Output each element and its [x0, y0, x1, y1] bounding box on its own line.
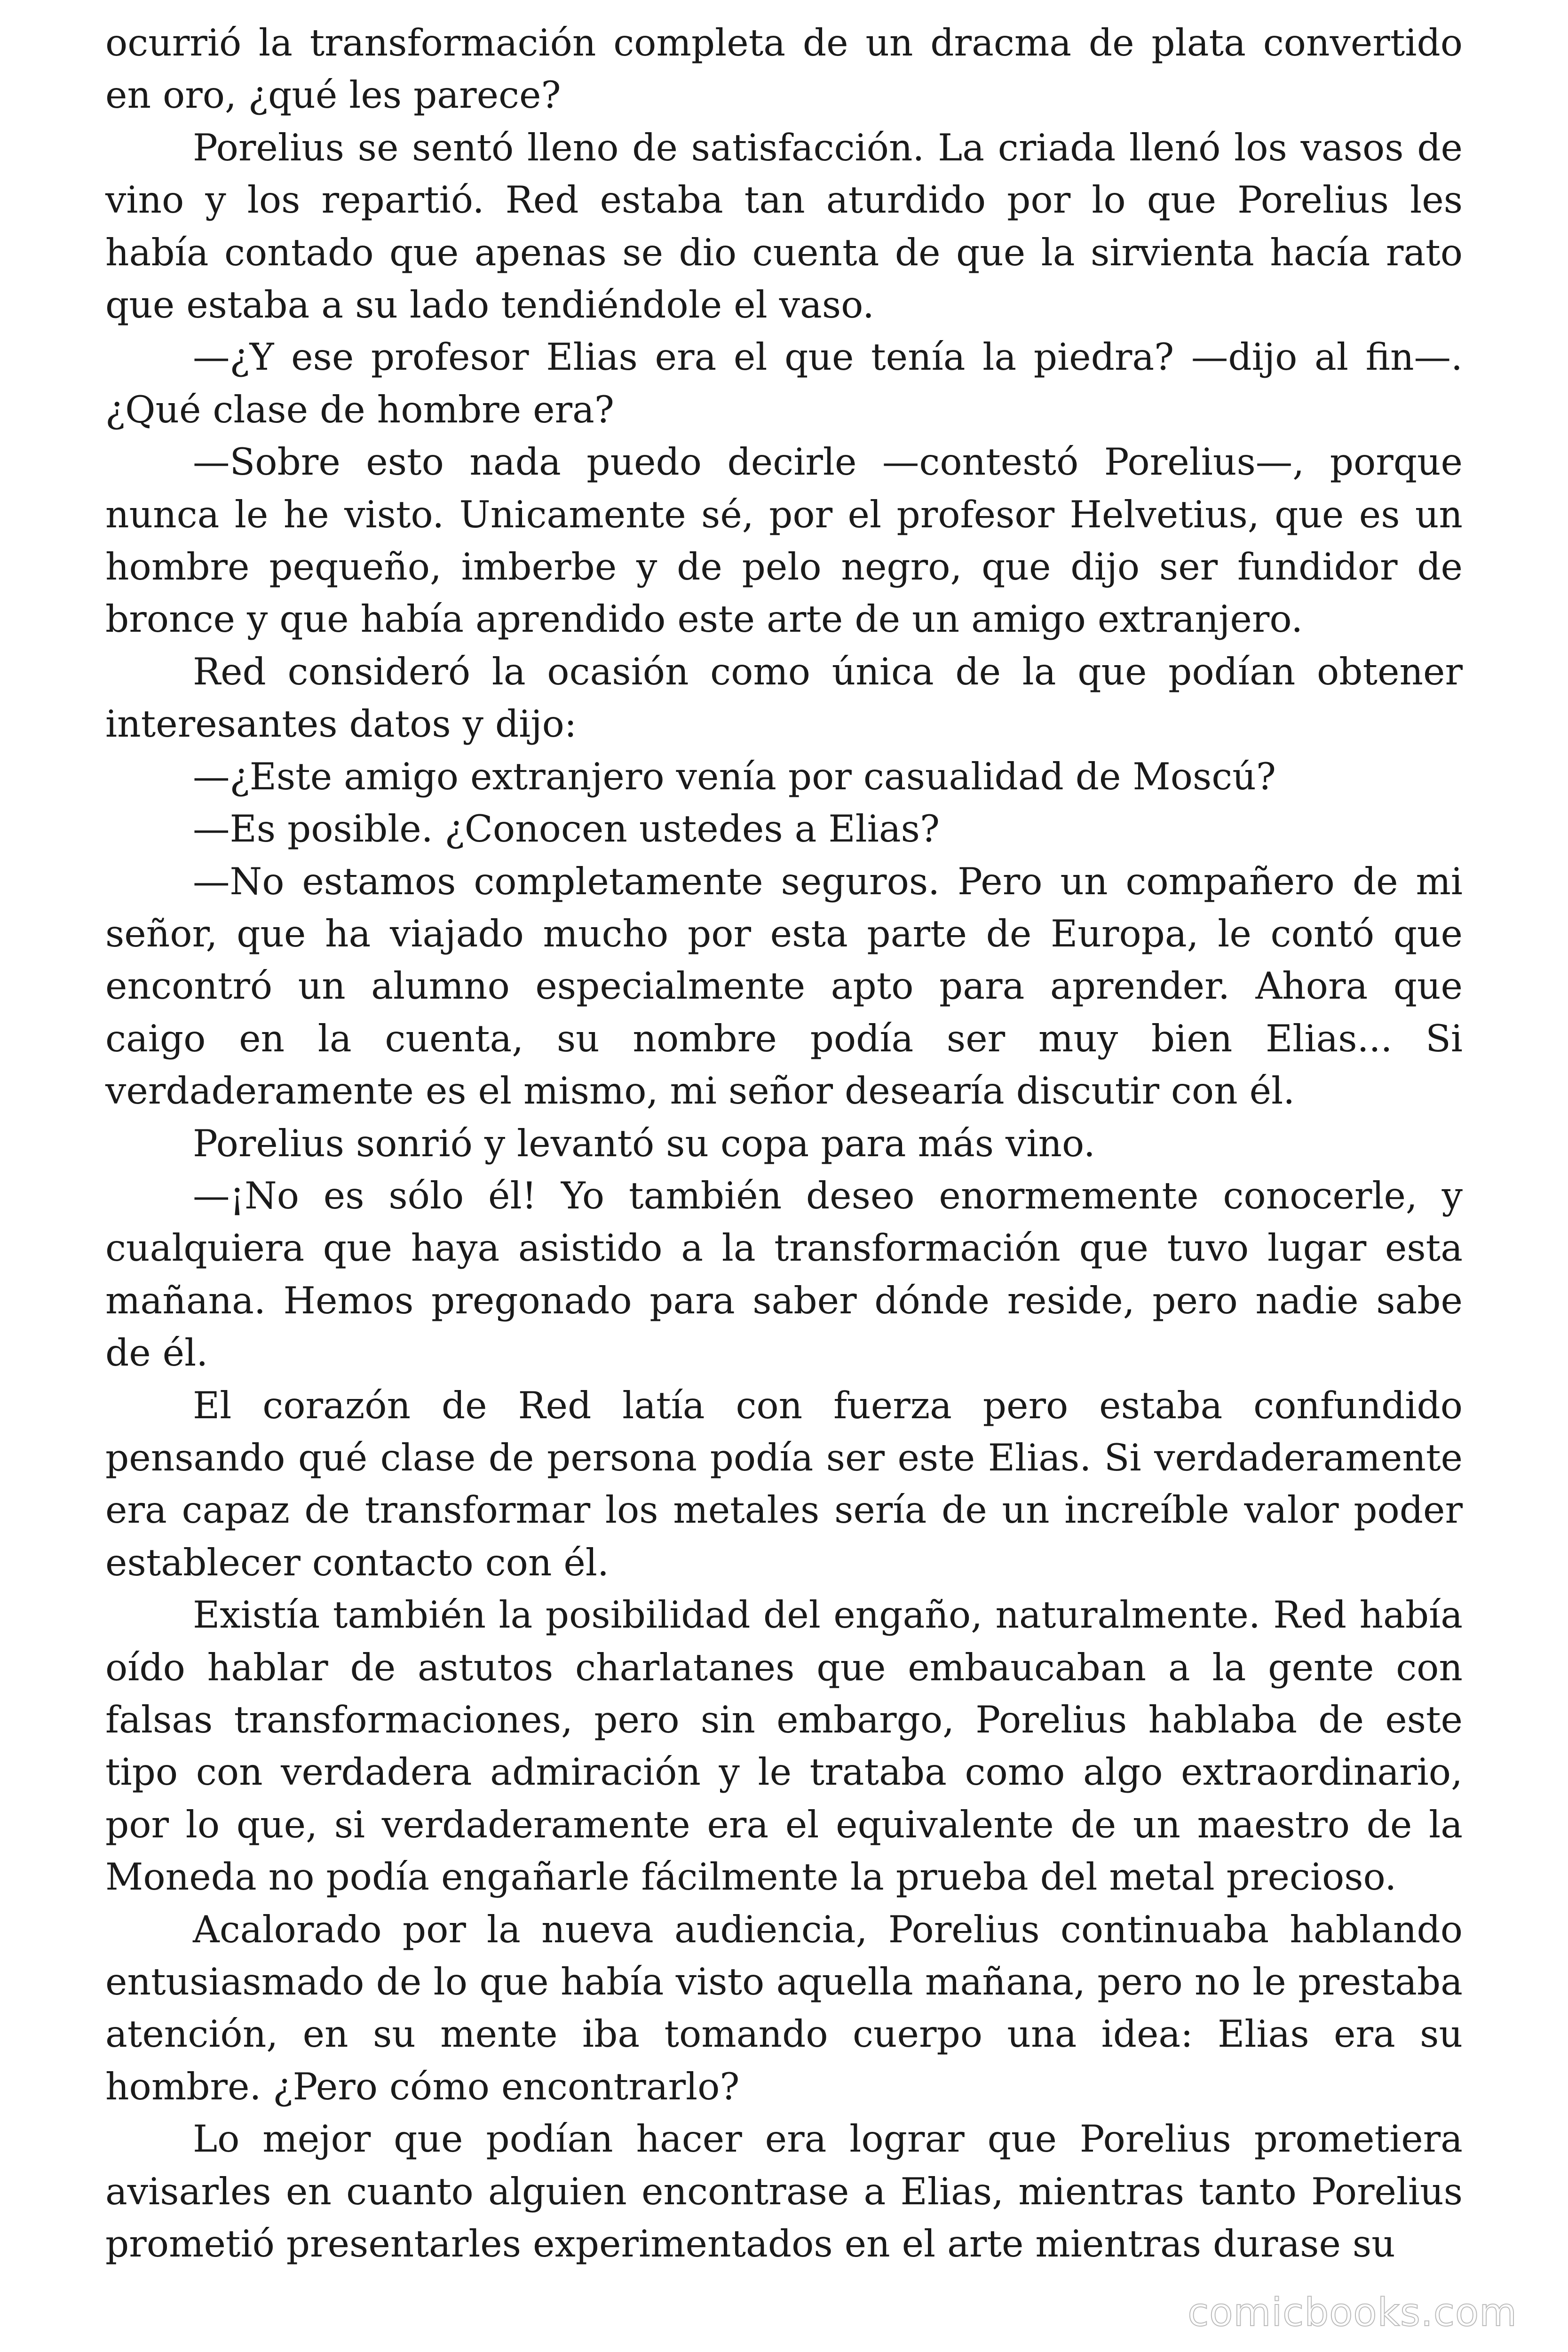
paragraph-8: —No estamos completamente seguros. Pero un compañero de mi señor, que ha viajado mucho por esta parte de Europa, le contó que encontró un alumno especialmente apto para aprender. Ahora que caigo en la cuenta, su nombre podía ser muy bien Elias... Si verdaderamente es el mismo, mi señor desearía discutir con él. [105, 859, 1463, 1113]
watermark: comicbooks.com [1188, 2290, 1517, 2335]
paragraph-14: Lo mejor que podían hacer era lograr que Porelius prometiera avisarles en cuanto alguien encontrase a Elias, mientras tanto Porelius prometió presentarles experimentados en el arte mientras durase su [105, 2117, 1463, 2266]
paragraph-5: Red consideró la ocasión como única de la que podían obtener interesantes datos y dijo: [105, 650, 1463, 746]
paragraph-13: Acalorado por la nueva audiencia, Porelius continuaba hablando entusiasmado de lo que había visto aquella mañana, pero no le prestaba atención, en su mente iba tomando cuerpo una idea: Elias era su hombre. ¿Pero cómo encontrarlo? [105, 1907, 1463, 2108]
paragraph-3: —¿Y ese profesor Elias era el que tenía la piedra? —dijo al fin—. ¿Qué clase de hombre era? [105, 335, 1463, 431]
page-text [105, 17, 1463, 2322]
paragraph-11: El corazón de Red latía con fuerza pero estaba confundido pensando qué clase de persona podía ser este Elias. Si verdaderamente era capaz de transformar los metales sería de un increíble valor poder establecer contacto con él. [105, 1383, 1463, 1584]
paragraph-6: —¿Este amigo extranjero venía por casualidad de Moscú? [193, 755, 1276, 798]
paragraph-4: —Sobre esto nada puedo decirle —contestó Porelius—, porque nunca le he visto. Unicamente sé, por el profesor Helvetius, que es un hombre pequeño, imberbe y de pelo negro, que dijo ser fundidor de bronce y que había aprendido este arte de un amigo extranjero. [105, 440, 1463, 641]
paragraph-7: —Es posible. ¿Conocen ustedes a Elias? [193, 807, 940, 851]
paragraph-10: —¡No es sólo él! Yo también deseo enormemente conocerle, y cualquiera que haya asistido a la transformación que tuvo lugar esta mañana. Hemos pregonado para saber dónde reside, pero nadie sabe de él. [105, 1174, 1463, 1375]
paragraph-9: Porelius sonrió y levantó su copa para más vino. [193, 1121, 1095, 1165]
paragraph-12: Existía también la posibilidad del engaño, naturalmente. Red había oído hablar de astutos charlatanes que embaucaban a la gente con falsas transformaciones, pero sin embargo, Porelius hablaba de este tipo con verdadera admiración y le trataba como algo extraordinario, por lo que, si verdaderamente era el equivalente de un maestro de la Moneda no podía engañarle fácilmente la prueba del metal precioso. [105, 1593, 1463, 1899]
paragraph-2: Porelius se sentó lleno de satisfacción. La criada llenó los vasos de vino y los repartió. Red estaba tan aturdido por lo que Porelius les había contado que apenas se dio cuenta de que la sirvienta hacía rato que estaba a su lado tendiéndole el vaso. [105, 126, 1463, 327]
paragraph-1: ocurrió la transformación completa de un dracma de plata convertido en oro, ¿qué les parece? [105, 21, 1463, 117]
